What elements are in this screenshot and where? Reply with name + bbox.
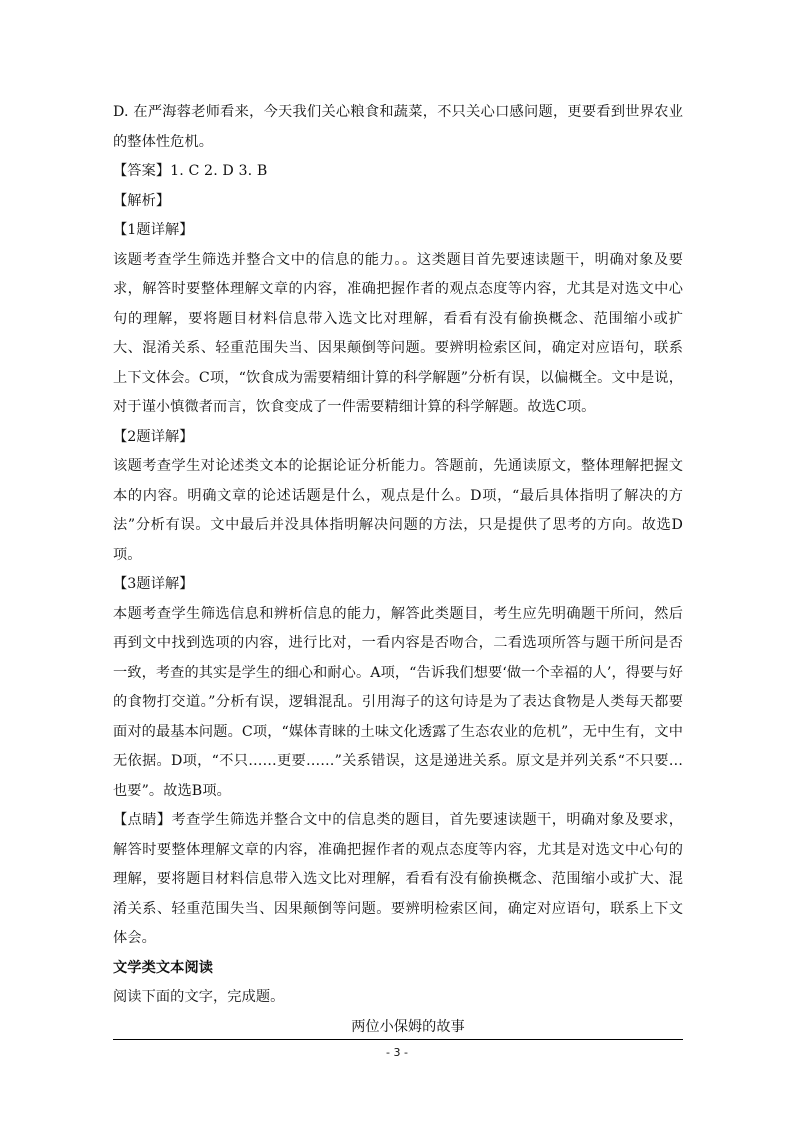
tip-paragraph: 【点睛】考查学生筛选并整合文中的信息类的题目，首先要速读题干，明确对象及要求，解答时要整体理解文章的内容，准确把握作者的观点态度等内容，尤其是对选文中心句的理解，要将题目材料信息带入选文比对理解，看看有没有偷换概念、范围缩小或扩大、混淆关系、轻重范围失当、因果颠倒等问题。要辨明检索区间，确定对应语句，联系上下文体会。 — [113, 812, 683, 946]
answer-line: 【答案】1. C 2. D 3. B — [113, 163, 268, 179]
reading-instruction: 阅读下面的文字，完成题。 — [113, 989, 285, 1005]
q2-explanation: 该题考查学生对论述类文本的论据论证分析能力。答题前，先通读原文，整体理解把握文本的内容。明确文章的论述话题是什么，观点是什么。D项，“最后具体指明了解决的方法”分析有误。文中最后并没具体指明解决问题的方法，只是提供了思考的方向。故选D项。 — [113, 458, 683, 563]
story-title: 两位小保姆的故事 — [351, 1018, 465, 1035]
footer-rule — [113, 1039, 683, 1040]
analysis-heading: 【解析】 — [113, 192, 171, 209]
page-number: - 3 - — [386, 1046, 408, 1059]
q1-heading: 【1题详解】 — [113, 222, 194, 238]
q1-explanation: 该题考查学生筛选并整合文中的信息的能力。。这类题目首先要速读题干，明确对象及要求，解答时要整体理解文章的内容，准确把握作者的观点态度等内容，尤其是对选文中心句的理解，要将题目材料信息带入选文比对理解，看看有没有偷换概念、范围缩小或扩大、混淆关系、轻重范围失当、因果颠倒等问题。要辨明检索区间，确定对应语句，联系上下文体会。C项，“饮食成为需要精细计算的科学解题”分析有误，以偏概全。文中是说，对于谨小慎微者而言，饮食变成了一件需要精细计算的科学解题。故选C项。 — [113, 251, 683, 415]
option-d-paragraph: D. 在严海蓉老师看来，今天我们关心粮食和蔬菜，不只关心口感问题，更要看到世界农业的整体性危机。 — [113, 104, 683, 150]
q3-heading: 【3题详解】 — [113, 576, 194, 592]
section-title: 文学类文本阅读 — [113, 959, 214, 976]
q3-explanation: 本题考查学生筛选信息和辨析信息的能力，解答此类题目，考生应先明确题干所问，然后再到文中找到选项的内容，进行比对，一看内容是否吻合，二看选项所答与题干所问是否一致，考查的其实是学生的细心和耐心。A项，“告诉我们想要‘做一个幸福的人’，得要与好的食物打交道。”分析有误，逻辑混乱。引用海子的这句诗是为了表达食物是人类每天都要面对的最基本问题。C项，“媒体青睐的土味文化透露了生态农业的危机”，无中生有，文中无依据。D项，“不只……更要……”关系错误，这是递进关系。原文是并列关系“不只要…也要”。故选B项。 — [113, 605, 683, 799]
q2-heading: 【2题详解】 — [113, 428, 194, 445]
document-body — [113, 98, 683, 1042]
